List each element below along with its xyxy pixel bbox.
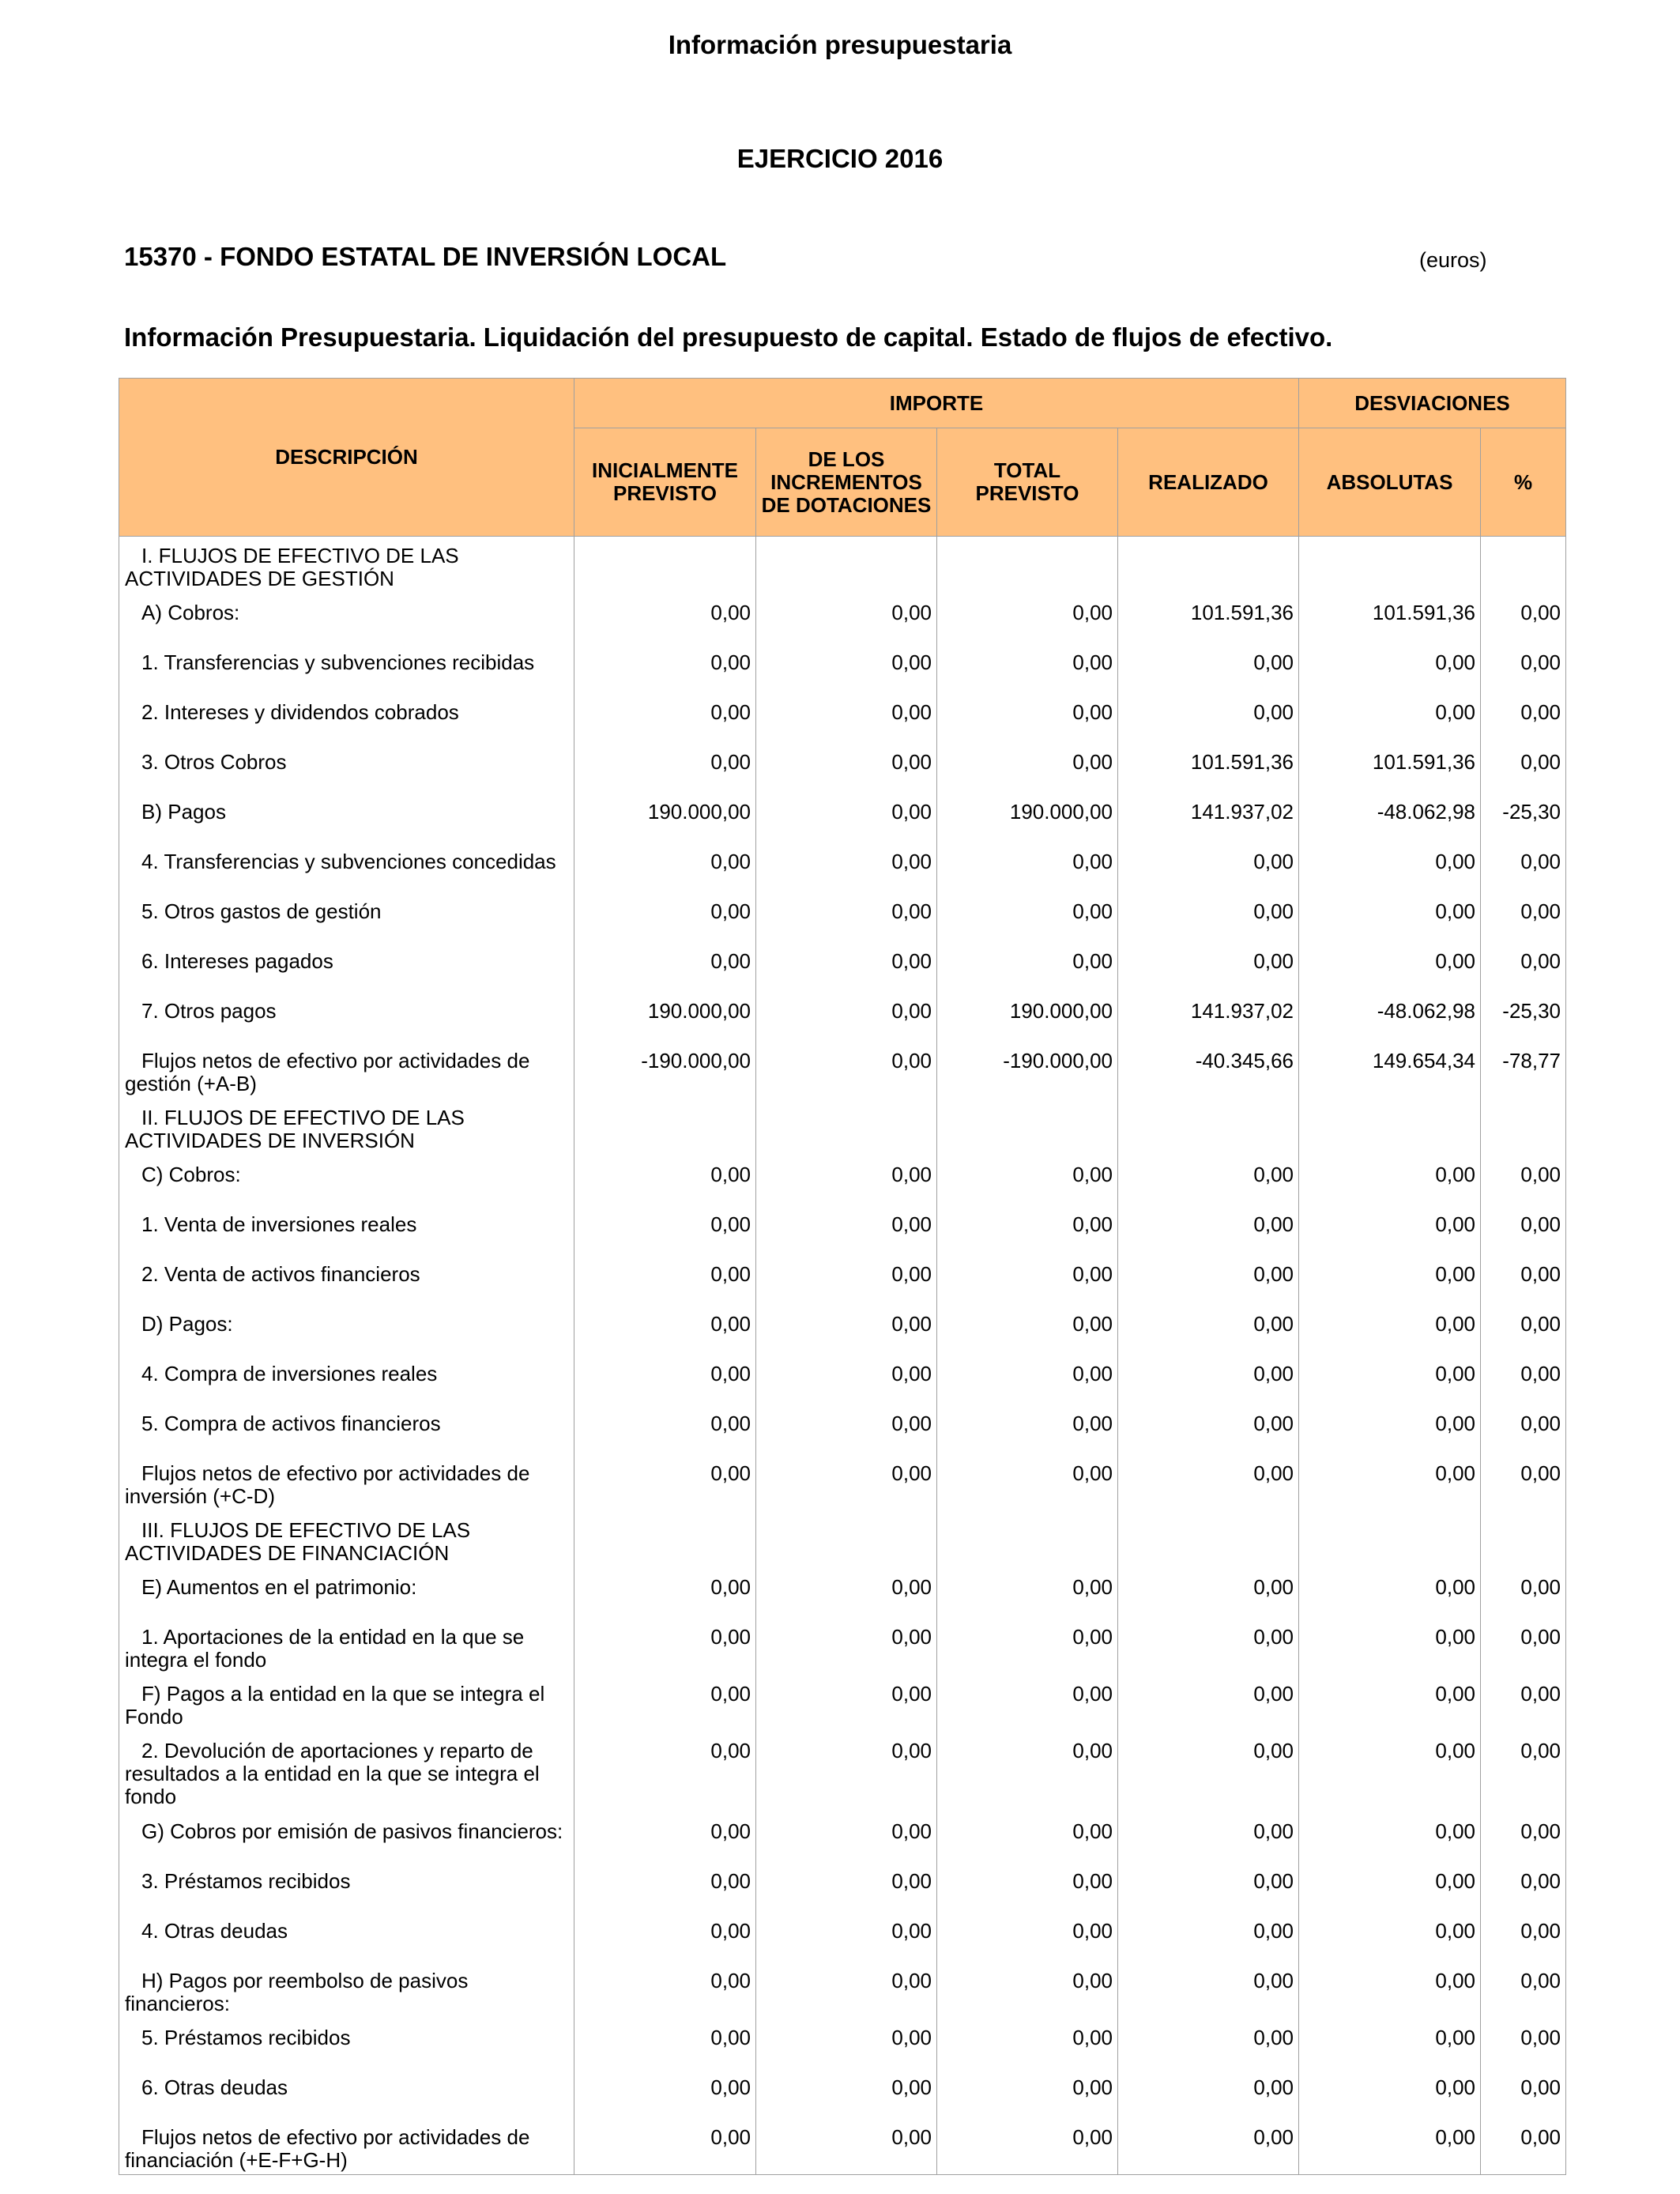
cell-porcentaje: 0,00 [1481,643,1566,693]
cell-porcentaje: 0,00 [1481,594,1566,643]
cell-porcentaje: 0,00 [1481,1732,1566,1812]
table-row [119,992,1566,1042]
cell-porcentaje: 0,00 [1481,1862,1566,1912]
table-header-group-row [119,379,1566,428]
row-description-text: G) Cobros por emisión de pasivos financieros: [141,1819,563,1843]
table-row [119,1962,1566,2019]
table-row [119,1454,1566,1511]
cell-absolutas: 0,00 [1299,1404,1481,1454]
row-description [119,643,574,693]
cell-incrementos-dotaciones: 0,00 [756,743,937,793]
cell-realizado: 0,00 [1118,693,1299,743]
row-description [119,1568,574,1618]
cell-absolutas: 0,00 [1299,1454,1481,1511]
table-row [119,1812,1566,1862]
cell-absolutas: 0,00 [1299,693,1481,743]
header-descripcion: DESCRIPCIÓN [119,379,574,537]
table-row [119,1568,1566,1618]
cell-porcentaje: 0,00 [1481,1205,1566,1255]
table-row [119,743,1566,793]
cell-total-previsto: 190.000,00 [937,793,1118,843]
cell-incrementos-dotaciones [756,1511,937,1568]
row-description-text: 1. Transferencias y subvenciones recibidas [141,650,535,674]
cell-incrementos-dotaciones: 0,00 [756,1618,937,1675]
row-description [119,942,574,992]
table-row [119,1675,1566,1732]
cell-incrementos-dotaciones: 0,00 [756,2019,937,2068]
table-row [119,643,1566,693]
table-row [119,892,1566,942]
row-description [119,1155,574,1205]
cell-porcentaje: 0,00 [1481,2019,1566,2068]
cell-total-previsto: 0,00 [937,643,1118,693]
cell-inicialmente-previsto: 0,00 [574,942,756,992]
cell-incrementos-dotaciones: 0,00 [756,843,937,892]
cell-incrementos-dotaciones: 0,00 [756,594,937,643]
cell-absolutas: 0,00 [1299,2019,1481,2068]
cell-porcentaje: 0,00 [1481,1675,1566,1732]
cell-incrementos-dotaciones: 0,00 [756,1305,937,1355]
cell-realizado: 0,00 [1118,1355,1299,1404]
row-description [119,1355,574,1404]
cell-absolutas: 0,00 [1299,1912,1481,1962]
cell-realizado: 0,00 [1118,1255,1299,1305]
cell-inicialmente-previsto: 0,00 [574,1862,756,1912]
row-description-text: 5. Otros gastos de gestión [141,899,382,923]
table-row [119,1404,1566,1454]
row-description [119,892,574,942]
header-desviaciones: DESVIACIONES [1299,379,1566,428]
currency-units: (euros) [1419,248,1487,272]
cell-inicialmente-previsto [574,1099,756,1155]
row-description [119,537,574,594]
header-absolutas: ABSOLUTAS [1299,428,1481,537]
cell-porcentaje: -25,30 [1481,992,1566,1042]
header-importe: IMPORTE [574,379,1299,428]
cell-total-previsto [937,1099,1118,1155]
cell-porcentaje: -25,30 [1481,793,1566,843]
cell-realizado: 141.937,02 [1118,793,1299,843]
cell-porcentaje: 0,00 [1481,693,1566,743]
cell-realizado: 0,00 [1118,1454,1299,1511]
cell-realizado: 0,00 [1118,1155,1299,1205]
cash-flow-table [119,378,1566,2175]
cell-absolutas: 0,00 [1299,1962,1481,2019]
row-description-text: 6. Otras deudas [141,2075,288,2099]
cell-realizado: 0,00 [1118,1862,1299,1912]
cell-realizado [1118,537,1299,594]
row-description [119,992,574,1042]
row-description [119,1042,574,1099]
cell-total-previsto: 0,00 [937,942,1118,992]
cell-total-previsto: 0,00 [937,1454,1118,1511]
cell-inicialmente-previsto: 0,00 [574,1305,756,1355]
cell-inicialmente-previsto: 0,00 [574,843,756,892]
row-description-text: 6. Intereses pagados [141,948,333,973]
cell-absolutas: 0,00 [1299,1305,1481,1355]
cell-inicialmente-previsto: 0,00 [574,892,756,942]
row-description [119,1618,574,1675]
cell-absolutas: 0,00 [1299,1568,1481,1618]
cell-absolutas: 0,00 [1299,1355,1481,1404]
cell-inicialmente-previsto: 0,00 [574,1205,756,1255]
cell-incrementos-dotaciones: 0,00 [756,1355,937,1404]
cell-total-previsto: 0,00 [937,2068,1118,2118]
cell-incrementos-dotaciones: 0,00 [756,1454,937,1511]
row-description [119,1812,574,1862]
cell-total-previsto: 0,00 [937,693,1118,743]
row-description-text: 3. Otros Cobros [141,749,287,774]
row-description-text: 7. Otros pagos [141,998,277,1023]
cell-porcentaje: -78,77 [1481,1042,1566,1099]
cell-incrementos-dotaciones: 0,00 [756,643,937,693]
cell-absolutas: 0,00 [1299,843,1481,892]
row-description [119,793,574,843]
fund-title: 15370 - FONDO ESTATAL DE INVERSIÓN LOCAL [124,242,727,271]
cell-inicialmente-previsto [574,537,756,594]
row-description [119,1454,574,1511]
cell-absolutas: 101.591,36 [1299,594,1481,643]
cell-total-previsto: 0,00 [937,1732,1118,1812]
row-description [119,1205,574,1255]
cell-realizado: 0,00 [1118,1732,1299,1812]
cell-incrementos-dotaciones: 0,00 [756,1255,937,1305]
cell-absolutas: 0,00 [1299,643,1481,693]
table-row [119,693,1566,743]
cell-absolutas [1299,1511,1481,1568]
cell-total-previsto: 0,00 [937,1962,1118,2019]
cell-absolutas: 0,00 [1299,892,1481,942]
table-row [119,942,1566,992]
row-description-text: E) Aumentos en el patrimonio: [141,1574,417,1599]
cell-incrementos-dotaciones: 0,00 [756,1042,937,1099]
cell-porcentaje: 0,00 [1481,2118,1566,2175]
row-description-text: 5. Compra de activos financieros [141,1411,441,1435]
cell-incrementos-dotaciones: 0,00 [756,1862,937,1912]
cell-porcentaje [1481,1511,1566,1568]
cell-incrementos-dotaciones: 0,00 [756,2068,937,2118]
row-description [119,1912,574,1962]
row-description-text: 1. Venta de inversiones reales [141,1212,417,1236]
header-porcentaje: % [1481,428,1566,537]
cell-total-previsto: 0,00 [937,594,1118,643]
row-description [119,843,574,892]
cell-total-previsto: 0,00 [937,1305,1118,1355]
cell-incrementos-dotaciones: 0,00 [756,1155,937,1205]
cell-total-previsto: 0,00 [937,743,1118,793]
row-description-text: C) Cobros: [141,1162,241,1186]
row-description [119,1962,574,2019]
cell-incrementos-dotaciones: 0,00 [756,793,937,843]
cell-realizado: 101.591,36 [1118,594,1299,643]
cell-absolutas: -48.062,98 [1299,992,1481,1042]
table-row [119,594,1566,643]
row-description-text: 2. Devolución de aportaciones y reparto de resultados a la entidad en la que se integra el fondo [125,1738,540,1808]
cell-inicialmente-previsto: -190.000,00 [574,1042,756,1099]
cell-porcentaje: 0,00 [1481,1305,1566,1355]
row-description [119,1305,574,1355]
cell-total-previsto: 0,00 [937,1912,1118,1962]
cell-absolutas: 0,00 [1299,1862,1481,1912]
table-row [119,1205,1566,1255]
cell-total-previsto [937,1511,1118,1568]
cell-inicialmente-previsto: 0,00 [574,1732,756,1812]
table-row [119,2019,1566,2068]
cell-inicialmente-previsto: 0,00 [574,1912,756,1962]
table-row [119,1255,1566,1305]
row-description [119,1732,574,1812]
cell-total-previsto: 0,00 [937,1675,1118,1732]
table-row [119,1862,1566,1912]
row-description-text: H) Pagos por reembolso de pasivos financieros: [125,1968,469,2015]
cell-absolutas: 0,00 [1299,1255,1481,1305]
table-row [119,537,1566,594]
cell-inicialmente-previsto: 0,00 [574,643,756,693]
cell-total-previsto: -190.000,00 [937,1042,1118,1099]
table-row [119,843,1566,892]
cell-inicialmente-previsto: 0,00 [574,1618,756,1675]
cell-porcentaje: 0,00 [1481,843,1566,892]
cell-realizado [1118,1099,1299,1155]
cell-absolutas [1299,537,1481,594]
header-realizado: REALIZADO [1118,428,1299,537]
cell-absolutas: 0,00 [1299,2068,1481,2118]
cell-realizado: 0,00 [1118,2019,1299,2068]
cell-realizado: 0,00 [1118,1675,1299,1732]
cell-realizado: 0,00 [1118,643,1299,693]
table-row [119,2118,1566,2175]
cell-incrementos-dotaciones: 0,00 [756,1205,937,1255]
cell-absolutas: 149.654,34 [1299,1042,1481,1099]
exercise-year: EJERCICIO 2016 [736,144,944,173]
header-inicialmente-previsto: INICIALMENTE PREVISTO [574,428,756,537]
table-row [119,1912,1566,1962]
cell-incrementos-dotaciones: 0,00 [756,1732,937,1812]
cell-inicialmente-previsto: 0,00 [574,1962,756,2019]
row-description-text: 4. Compra de inversiones reales [141,1361,438,1385]
cell-incrementos-dotaciones: 0,00 [756,892,937,942]
row-description [119,594,574,643]
cell-inicialmente-previsto: 0,00 [574,1454,756,1511]
cell-total-previsto: 0,00 [937,1862,1118,1912]
cell-absolutas: 0,00 [1299,1205,1481,1255]
cell-incrementos-dotaciones: 0,00 [756,1962,937,2019]
cell-absolutas [1299,1099,1481,1155]
cell-realizado: 0,00 [1118,2068,1299,2118]
cell-incrementos-dotaciones: 0,00 [756,1812,937,1862]
table-row [119,1355,1566,1404]
row-description [119,743,574,793]
cell-total-previsto: 0,00 [937,2019,1118,2068]
cell-total-previsto: 0,00 [937,1812,1118,1862]
row-description-text: 5. Préstamos recibidos [141,2025,351,2049]
cell-inicialmente-previsto: 0,00 [574,594,756,643]
cell-total-previsto: 190.000,00 [937,992,1118,1042]
row-description [119,1862,574,1912]
cell-realizado: 0,00 [1118,1305,1299,1355]
cell-porcentaje: 0,00 [1481,1618,1566,1675]
row-description-text: Flujos netos de efectivo por actividades de inversión (+C-D) [125,1461,530,1508]
cell-realizado: 0,00 [1118,1962,1299,2019]
cell-porcentaje: 0,00 [1481,2068,1566,2118]
cell-inicialmente-previsto: 0,00 [574,1812,756,1862]
cell-realizado: -40.345,66 [1118,1042,1299,1099]
cell-total-previsto: 0,00 [937,843,1118,892]
report-subtitle: Información Presupuestaria. Liquidación del presupuesto de capital. Estado de flujos de efectivo. [124,322,1333,352]
row-description [119,693,574,743]
cell-inicialmente-previsto: 0,00 [574,693,756,743]
cell-absolutas: 0,00 [1299,1155,1481,1205]
cell-porcentaje: 0,00 [1481,1812,1566,1862]
row-description-text: B) Pagos [141,799,226,824]
cell-incrementos-dotaciones: 0,00 [756,992,937,1042]
row-description [119,2068,574,2118]
cell-inicialmente-previsto: 0,00 [574,1675,756,1732]
cell-inicialmente-previsto: 0,00 [574,743,756,793]
table-row [119,1618,1566,1675]
row-description-text: III. FLUJOS DE EFECTIVO DE LAS ACTIVIDADES DE FINANCIACIÓN [125,1517,471,1565]
row-description-text: II. FLUJOS DE EFECTIVO DE LAS ACTIVIDADES DE INVERSIÓN [125,1105,465,1152]
cell-inicialmente-previsto: 0,00 [574,1404,756,1454]
cell-realizado: 0,00 [1118,942,1299,992]
cell-porcentaje: 0,00 [1481,1155,1566,1205]
cell-porcentaje: 0,00 [1481,942,1566,992]
cell-total-previsto: 0,00 [937,1404,1118,1454]
header-incrementos-dotaciones: DE LOS INCREMENTOS DE DOTACIONES [756,428,937,537]
cell-total-previsto: 0,00 [937,1355,1118,1404]
cell-realizado: 0,00 [1118,1404,1299,1454]
cell-inicialmente-previsto [574,1511,756,1568]
row-description [119,1255,574,1305]
cell-incrementos-dotaciones: 0,00 [756,1912,937,1962]
cell-absolutas: 0,00 [1299,1618,1481,1675]
cell-total-previsto: 0,00 [937,1205,1118,1255]
cell-realizado: 0,00 [1118,843,1299,892]
row-description-text: Flujos netos de efectivo por actividades de gestión (+A-B) [125,1048,530,1095]
cell-incrementos-dotaciones: 0,00 [756,942,937,992]
table-row [119,1511,1566,1568]
cell-porcentaje: 0,00 [1481,892,1566,942]
cell-absolutas: 0,00 [1299,1812,1481,1862]
cell-incrementos-dotaciones [756,1099,937,1155]
cell-absolutas: 101.591,36 [1299,743,1481,793]
cell-porcentaje: 0,00 [1481,1962,1566,2019]
cell-porcentaje: 0,00 [1481,1355,1566,1404]
cell-total-previsto: 0,00 [937,892,1118,942]
row-description-text: 4. Otras deudas [141,1918,288,1943]
row-description-text: Flujos netos de efectivo por actividades de financiación (+E-F+G-H) [125,2124,530,2172]
row-description [119,2019,574,2068]
cell-total-previsto: 0,00 [937,1568,1118,1618]
cell-incrementos-dotaciones: 0,00 [756,2118,937,2175]
cell-inicialmente-previsto: 0,00 [574,1255,756,1305]
cell-inicialmente-previsto: 0,00 [574,2019,756,2068]
table-row [119,1042,1566,1099]
cell-absolutas: -48.062,98 [1299,793,1481,843]
row-description [119,1099,574,1155]
row-description-text: 4. Transferencias y subvenciones concedidas [141,849,556,873]
cell-porcentaje: 0,00 [1481,1255,1566,1305]
cell-absolutas: 0,00 [1299,1732,1481,1812]
header-total-previsto: TOTAL PREVISTO [937,428,1118,537]
row-description-text: D) Pagos: [141,1311,233,1336]
page-header: Información presupuestaria [668,30,1012,59]
cell-total-previsto: 0,00 [937,2118,1118,2175]
cell-absolutas: 0,00 [1299,942,1481,992]
cell-total-previsto: 0,00 [937,1618,1118,1675]
cell-total-previsto: 0,00 [937,1155,1118,1205]
table-row [119,1099,1566,1155]
row-description-text: 2. Venta de activos financieros [141,1261,420,1286]
row-description [119,1675,574,1732]
table-row [119,2068,1566,2118]
cell-absolutas: 0,00 [1299,2118,1481,2175]
cell-realizado: 0,00 [1118,892,1299,942]
row-description-text: 3. Préstamos recibidos [141,1868,351,1893]
cell-realizado: 0,00 [1118,1812,1299,1862]
cell-porcentaje: 0,00 [1481,743,1566,793]
row-description [119,2118,574,2175]
cell-realizado: 101.591,36 [1118,743,1299,793]
cell-incrementos-dotaciones: 0,00 [756,693,937,743]
row-description [119,1511,574,1568]
cell-porcentaje: 0,00 [1481,1404,1566,1454]
cell-realizado: 141.937,02 [1118,992,1299,1042]
cell-realizado: 0,00 [1118,1912,1299,1962]
cell-total-previsto [937,537,1118,594]
row-description-text: F) Pagos a la entidad en la que se integra el Fondo [125,1681,545,1728]
cell-porcentaje: 0,00 [1481,1912,1566,1962]
cell-realizado [1118,1511,1299,1568]
cell-inicialmente-previsto: 0,00 [574,2118,756,2175]
row-description-text: 1. Aportaciones de la entidad en la que se integra el fondo [125,1624,525,1672]
cell-incrementos-dotaciones: 0,00 [756,1675,937,1732]
row-description-text: A) Cobros: [141,600,240,624]
cell-inicialmente-previsto: 190.000,00 [574,793,756,843]
cell-porcentaje: 0,00 [1481,1454,1566,1511]
row-description-text: I. FLUJOS DE EFECTIVO DE LAS ACTIVIDADES DE GESTIÓN [125,544,459,590]
table-row [119,1305,1566,1355]
cell-inicialmente-previsto: 190.000,00 [574,992,756,1042]
table-row [119,1155,1566,1205]
cell-incrementos-dotaciones: 0,00 [756,1568,937,1618]
cell-inicialmente-previsto: 0,00 [574,1355,756,1404]
cell-inicialmente-previsto: 0,00 [574,1155,756,1205]
cell-porcentaje: 0,00 [1481,1568,1566,1618]
cell-realizado: 0,00 [1118,1568,1299,1618]
cell-inicialmente-previsto: 0,00 [574,1568,756,1618]
row-description [119,1404,574,1454]
cell-realizado: 0,00 [1118,2118,1299,2175]
cell-absolutas: 0,00 [1299,1675,1481,1732]
cell-incrementos-dotaciones: 0,00 [756,1404,937,1454]
row-description-text: 2. Intereses y dividendos cobrados [141,699,459,724]
table-row [119,1732,1566,1812]
cell-incrementos-dotaciones [756,537,937,594]
cell-realizado: 0,00 [1118,1618,1299,1675]
cell-inicialmente-previsto: 0,00 [574,2068,756,2118]
cell-realizado: 0,00 [1118,1205,1299,1255]
table-row [119,793,1566,843]
cell-total-previsto: 0,00 [937,1255,1118,1305]
cell-porcentaje [1481,537,1566,594]
cell-porcentaje [1481,1099,1566,1155]
